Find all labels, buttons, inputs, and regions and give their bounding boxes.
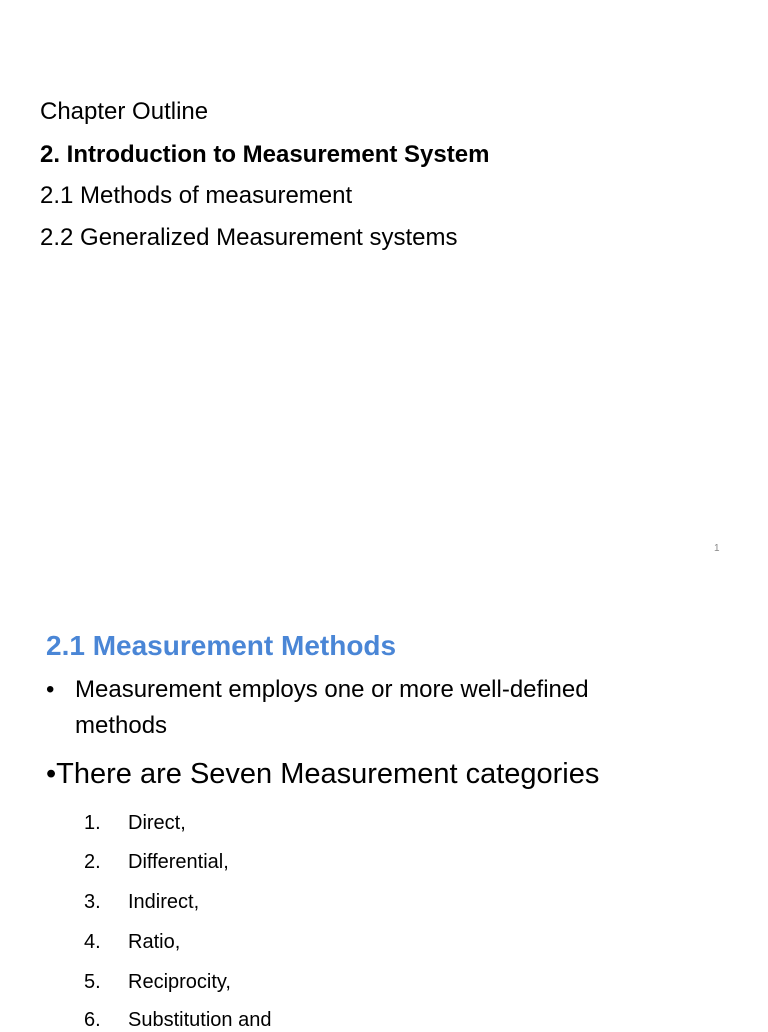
- list-item: [84, 1008, 271, 1032]
- list-text: Differential,: [128, 851, 229, 873]
- bullet-marker: •: [46, 676, 55, 703]
- list-item: [84, 970, 231, 994]
- list-number: 1.: [84, 812, 101, 834]
- page-number: 1: [714, 543, 720, 554]
- list-number: 6.: [84, 1009, 101, 1031]
- list-text: Substitution and: [128, 1009, 272, 1031]
- bullet-categories: •There are Seven Measurement categories: [46, 758, 600, 790]
- list-number: 2.: [84, 851, 101, 873]
- list-item: [84, 930, 180, 954]
- list-text: Ratio,: [128, 931, 181, 953]
- list-item: [84, 850, 229, 874]
- bullet-methods: [46, 672, 726, 744]
- list-item: [84, 811, 186, 835]
- list-number: 3.: [84, 891, 101, 913]
- bullet-text-line1: Measurement employs one or more well-defined: [75, 676, 589, 703]
- chapter-title: 2. Introduction to Measurement System: [40, 141, 490, 168]
- list-text: Reciprocity,: [128, 971, 231, 993]
- list-text: Indirect,: [128, 891, 200, 913]
- list-number: 4.: [84, 931, 101, 953]
- outline-item-2-2: 2.2 Generalized Measurement systems: [40, 224, 458, 251]
- bullet-text-line2: methods: [75, 712, 168, 739]
- slide-2: [0, 576, 768, 1031]
- section-title: 2.1 Measurement Methods: [46, 630, 397, 661]
- outline-item-2-1: 2.1 Methods of measurement: [40, 182, 353, 209]
- chapter-outline-heading: Chapter Outline: [40, 98, 209, 125]
- list-text: Direct,: [128, 812, 186, 834]
- list-number: 5.: [84, 971, 101, 993]
- list-item: [84, 890, 199, 914]
